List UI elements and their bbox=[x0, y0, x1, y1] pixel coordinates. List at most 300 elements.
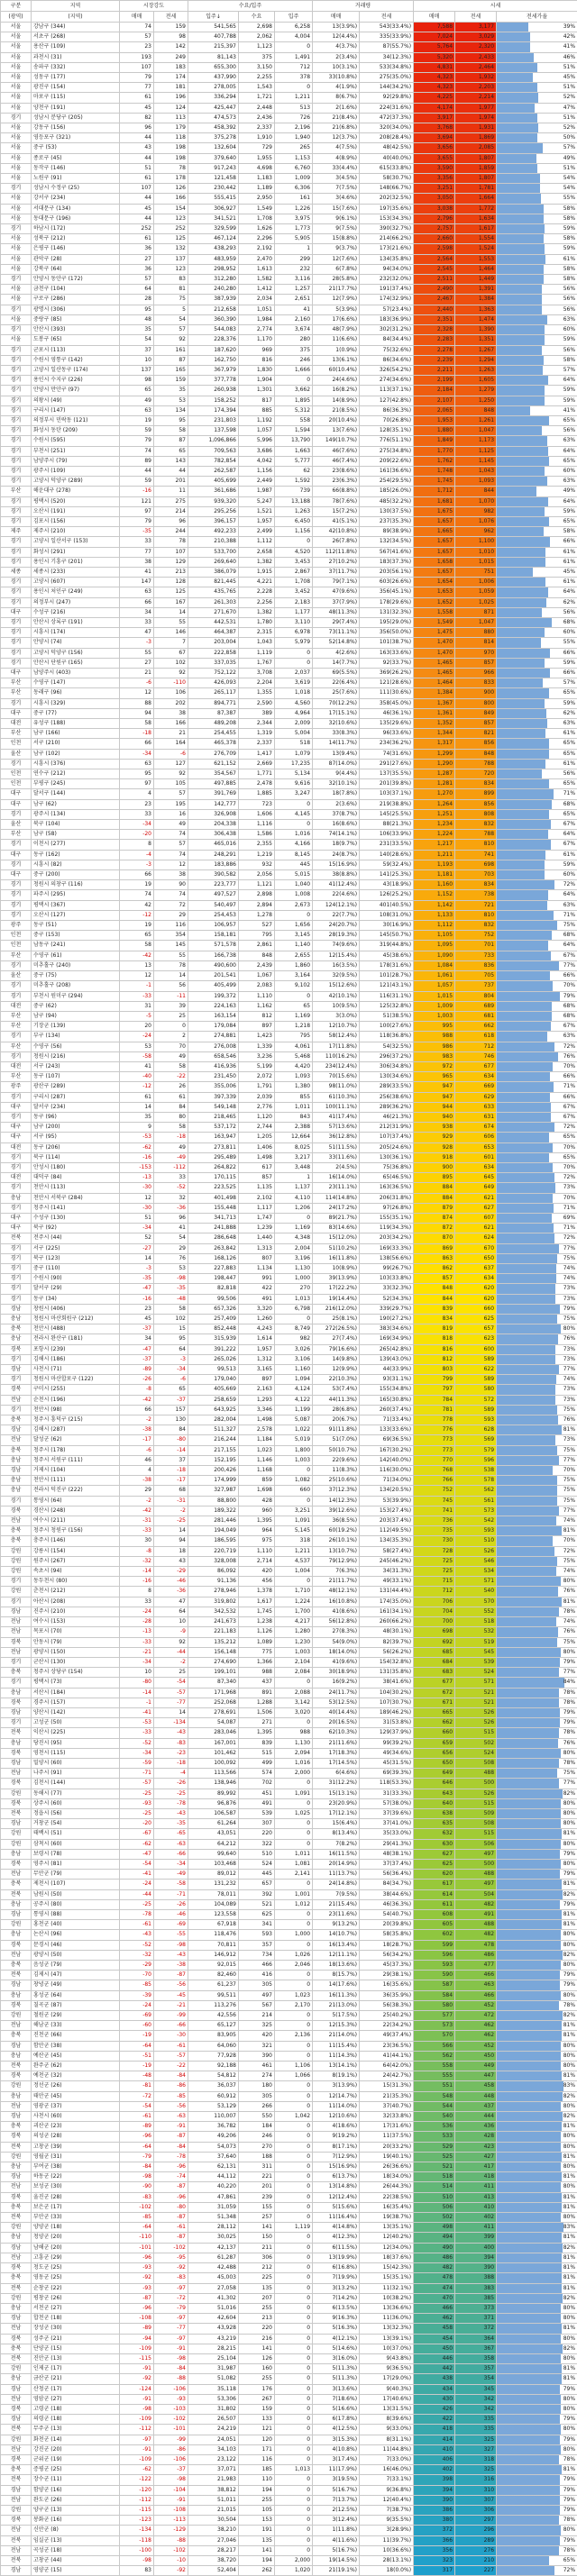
cell-strength-jeonse: -84 bbox=[154, 2071, 188, 2081]
cell-population: 28,112 bbox=[188, 2223, 239, 2233]
cell-strength-sale: -97 bbox=[120, 2435, 154, 2444]
cell-volume-jeonse: 265(42.8%) bbox=[360, 1344, 414, 1354]
cell-region: 강동구 (156) bbox=[32, 123, 120, 133]
cell-price-jeonse: 623 bbox=[455, 1334, 497, 1344]
cell-price-jeonse: 681 bbox=[455, 1011, 497, 1021]
cell-strength-sale: 55 bbox=[120, 648, 154, 658]
jeonse-ratio-value: 56% bbox=[497, 769, 577, 778]
cell-volume-jeonse: 203(34.2%) bbox=[360, 1233, 414, 1243]
cell-price-sale: 462 bbox=[414, 2314, 455, 2324]
cell-wide-region: 충북 bbox=[1, 1526, 32, 1536]
cell-demand: 1,355 bbox=[239, 688, 275, 698]
cell-population: 89,012 bbox=[188, 1870, 239, 1880]
cell-demand: 2,102 bbox=[239, 1193, 275, 1203]
cell-volume-sale: 16(9.2%) bbox=[313, 1678, 360, 1688]
table-row bbox=[1, 62, 577, 72]
cell-volume-sale: 74(9.6%) bbox=[313, 941, 360, 951]
jeonse-ratio-value: 56% bbox=[497, 285, 577, 294]
cell-jeonse-ratio bbox=[497, 466, 577, 476]
cell-supply: 1 bbox=[275, 244, 313, 254]
cell-region: 관악구 (28) bbox=[32, 254, 120, 264]
cell-price-jeonse: 701 bbox=[455, 941, 497, 951]
cell-region: 강서구 (234) bbox=[32, 194, 120, 204]
cell-volume-jeonse: 134(35.3%) bbox=[360, 1536, 414, 1546]
cell-volume-sale: 17(22.2%) bbox=[313, 1284, 360, 1294]
jeonse-ratio-value: 73% bbox=[497, 1295, 577, 1304]
cell-jeonse-ratio bbox=[497, 1769, 577, 1779]
cell-supply: 0 bbox=[275, 2374, 313, 2384]
cell-jeonse-ratio bbox=[497, 1284, 577, 1294]
cell-jeonse-ratio bbox=[497, 305, 577, 314]
cell-wide-region: 경기 bbox=[1, 981, 32, 991]
cell-volume-sale: 13(9.4%) bbox=[313, 749, 360, 759]
cell-population: 262,587 bbox=[188, 466, 239, 476]
cell-price-sale: 1,344 bbox=[414, 729, 455, 739]
cell-strength-sale: -84 bbox=[120, 2162, 154, 2172]
cell-region: 북구 (123) bbox=[32, 1253, 120, 1263]
cell-supply: 1,708 bbox=[275, 578, 313, 587]
table-row bbox=[1, 1466, 577, 1476]
cell-strength-jeonse: -66 bbox=[154, 1849, 188, 1859]
cell-volume-sale: 4(11.6%) bbox=[313, 2535, 360, 2545]
cell-strength-sale: -64 bbox=[120, 2223, 154, 2233]
cell-price-sale: 498 bbox=[414, 2223, 455, 2233]
cell-population: 88,800 bbox=[188, 1496, 239, 1506]
cell-volume-sale: 79(16.6%) bbox=[313, 1344, 360, 1354]
cell-region: 강릉시 (154) bbox=[32, 1546, 120, 1556]
cell-price-jeonse: 452 bbox=[455, 2041, 497, 2051]
cell-price-sale: 394 bbox=[414, 2485, 455, 2495]
cell-volume-jeonse: 49(33.1%) bbox=[360, 1577, 414, 1587]
cell-volume-sale: 41(9.6%) bbox=[313, 1657, 360, 1667]
cell-demand: 105 bbox=[239, 2505, 275, 2515]
cell-strength-jeonse: 178 bbox=[154, 174, 188, 184]
cell-supply: 0 bbox=[275, 2364, 313, 2374]
cell-price-jeonse: 1,449 bbox=[455, 275, 497, 285]
cell-demand: 194 bbox=[239, 2485, 275, 2495]
cell-supply: 1,940 bbox=[275, 133, 313, 143]
cell-supply: 0 bbox=[275, 2101, 313, 2111]
cell-supply: 0 bbox=[275, 1909, 313, 1919]
cell-strength-jeonse: 146 bbox=[154, 628, 188, 638]
cell-strength-sale: -41 bbox=[120, 1870, 154, 1880]
cell-jeonse-ratio bbox=[497, 1758, 577, 1768]
cell-region: 오산시 (191) bbox=[32, 506, 120, 516]
jeonse-ratio-value: 70% bbox=[497, 1062, 577, 1071]
cell-volume-sale: 112(11.8%) bbox=[313, 547, 360, 557]
cell-strength-sale: 33 bbox=[120, 1597, 154, 1607]
table-row bbox=[1, 365, 577, 375]
cell-demand: 1,134 bbox=[239, 1263, 275, 1273]
cell-wide-region: 경기 bbox=[1, 1243, 32, 1253]
cell-wide-region: 경북 bbox=[1, 2071, 32, 2081]
cell-demand: 1,915 bbox=[239, 567, 275, 577]
cell-volume-jeonse: 16(35.4%) bbox=[360, 2202, 414, 2212]
cell-strength-jeonse: 14 bbox=[154, 607, 188, 617]
cell-volume-jeonse: 20(39.8%) bbox=[360, 1920, 414, 1930]
cell-region: 해남군 (33) bbox=[32, 2021, 120, 2031]
cell-population: 367,979 bbox=[188, 365, 239, 375]
jeonse-ratio-value: 72% bbox=[497, 2566, 577, 2575]
cell-volume-jeonse: 12(40.2%) bbox=[360, 2233, 414, 2243]
cell-jeonse-ratio bbox=[497, 62, 577, 72]
cell-volume-jeonse: 533(34.8%) bbox=[360, 62, 414, 72]
cell-region: 통영시 (88) bbox=[32, 1909, 120, 1919]
cell-jeonse-ratio bbox=[497, 446, 577, 456]
table-row bbox=[1, 73, 577, 83]
cell-jeonse-ratio bbox=[497, 1657, 577, 1667]
cell-volume-jeonse: 214(66.2%) bbox=[360, 234, 414, 244]
cell-region: 경주시 (157) bbox=[32, 1698, 120, 1707]
cell-volume-jeonse: 13(35.1%) bbox=[360, 2223, 414, 2233]
cell-demand: 1,955 bbox=[239, 153, 275, 163]
cell-volume-jeonse: 86(34.6%) bbox=[360, 355, 414, 365]
cell-volume-sale: 21(8.4%) bbox=[313, 113, 360, 123]
cell-wide-region: 경북 bbox=[1, 2132, 32, 2142]
jeonse-ratio-value: 51% bbox=[497, 164, 577, 173]
header-wide-region: (광역) bbox=[1, 12, 32, 23]
cell-population: 138,946 bbox=[188, 1779, 239, 1789]
table-row bbox=[1, 2314, 577, 2324]
cell-strength-sale: 45 bbox=[120, 204, 154, 214]
cell-jeonse-ratio bbox=[497, 628, 577, 638]
cell-price-sale: 458 bbox=[414, 2324, 455, 2334]
cell-volume-sale: 12(12.4%) bbox=[313, 2192, 360, 2202]
cell-strength-jeonse: -58 bbox=[154, 1880, 188, 1889]
cell-price-sale: 725 bbox=[414, 1556, 455, 1566]
cell-volume-jeonse: 169(33.3%) bbox=[360, 1243, 414, 1253]
cell-volume-jeonse: 31(33.3%) bbox=[360, 1789, 414, 1798]
cell-strength-sale: -57 bbox=[120, 1779, 154, 1789]
cell-price-jeonse: 449 bbox=[455, 2062, 497, 2071]
cell-strength-jeonse: 29 bbox=[154, 1243, 188, 1253]
cell-demand: 422 bbox=[239, 1284, 275, 1294]
cell-volume-jeonse: 26(36.6%) bbox=[360, 2162, 414, 2172]
cell-price-jeonse: 3,029 bbox=[455, 32, 497, 42]
header-population: 입주↓ bbox=[188, 12, 239, 23]
cell-price-sale: 2,598 bbox=[414, 244, 455, 254]
cell-price-jeonse: 325 bbox=[455, 2465, 497, 2475]
table-row bbox=[1, 1032, 577, 1042]
cell-region: 중구 (200) bbox=[32, 870, 120, 880]
table-row bbox=[1, 2505, 577, 2515]
cell-strength-jeonse: -46 bbox=[154, 1909, 188, 1919]
cell-strength-sale: 37 bbox=[120, 345, 154, 355]
cell-price-sale: 872 bbox=[414, 1224, 455, 1233]
cell-jeonse-ratio bbox=[497, 1839, 577, 1849]
cell-supply: 5,087 bbox=[275, 1415, 313, 1425]
cell-supply: 1,177 bbox=[275, 607, 313, 617]
cell-price-sale: 947 bbox=[414, 1082, 455, 1092]
cell-demand: 389 bbox=[239, 708, 275, 718]
cell-supply: 2,046 bbox=[275, 1961, 313, 1971]
cell-jeonse-ratio bbox=[497, 1042, 577, 1051]
cell-price-jeonse: 463 bbox=[455, 1980, 497, 1990]
cell-price-sale: 3,251 bbox=[414, 184, 455, 194]
cell-supply: 0 bbox=[275, 2142, 313, 2152]
cell-wide-region: 서울 bbox=[1, 103, 32, 113]
cell-price-sale: 803 bbox=[414, 1365, 455, 1375]
cell-strength-sale: 147 bbox=[120, 578, 154, 587]
cell-price-sale: 4,323 bbox=[414, 73, 455, 83]
cell-population: 96,876 bbox=[188, 1798, 239, 1808]
cell-supply: 0 bbox=[275, 1577, 313, 1587]
cell-strength-sale: 66 bbox=[120, 739, 154, 749]
cell-volume-jeonse: 9(33.0%) bbox=[360, 2425, 414, 2435]
cell-jeonse-ratio bbox=[497, 759, 577, 769]
cell-price-jeonse: 1,384 bbox=[455, 295, 497, 305]
cell-region: 동두천시 (80) bbox=[32, 1577, 120, 1587]
cell-volume-sale: 46(7.4%) bbox=[313, 456, 360, 466]
cell-price-jeonse: 2,203 bbox=[455, 83, 497, 93]
cell-region: 청원시 (216) bbox=[32, 1051, 120, 1061]
cell-region: 정선군 (26) bbox=[32, 2081, 120, 2091]
cell-strength-jeonse: -85 bbox=[154, 2091, 188, 2101]
cell-demand: 2,449 bbox=[239, 477, 275, 487]
cell-price-sale: 704 bbox=[414, 1607, 455, 1616]
cell-strength-sale: -71 bbox=[120, 1769, 154, 1779]
cell-wide-region: 강원 bbox=[1, 1587, 32, 1597]
cell-price-sale: 635 bbox=[414, 1819, 455, 1829]
cell-price-sale: 728 bbox=[414, 1546, 455, 1556]
cell-supply: 299 bbox=[275, 254, 313, 264]
cell-volume-sale: 70(15.6%) bbox=[313, 1072, 360, 1082]
cell-wide-region: 경기 bbox=[1, 890, 32, 900]
cell-region: 삼척시 (60) bbox=[32, 1839, 120, 1849]
cell-population: 31,987 bbox=[188, 2364, 239, 2374]
cell-region: 무주군 (13) bbox=[32, 2425, 120, 2435]
cell-demand: 1,184 bbox=[239, 1435, 275, 1445]
cell-population: 142,777 bbox=[188, 799, 239, 809]
cell-strength-sale: -37 bbox=[120, 1324, 154, 1334]
cell-price-jeonse: 2,085 bbox=[455, 143, 497, 153]
table-row bbox=[1, 1102, 577, 1112]
cell-wide-region: 전남 bbox=[1, 2495, 32, 2505]
jeonse-ratio-value: 60% bbox=[497, 325, 577, 334]
cell-region: 봉화군 (16) bbox=[32, 2516, 120, 2526]
cell-strength-jeonse: -92 bbox=[154, 2263, 188, 2273]
cell-region: 창녕군 (49) bbox=[32, 1980, 120, 1990]
jeonse-ratio-value: 79% bbox=[497, 1718, 577, 1727]
jeonse-ratio-value: 61% bbox=[497, 578, 577, 587]
cell-price-jeonse: 593 bbox=[455, 1415, 497, 1425]
cell-volume-jeonse: 64(42.0%) bbox=[360, 2062, 414, 2071]
cell-population: 216,244 bbox=[188, 1435, 239, 1445]
cell-demand: 133 bbox=[239, 2415, 275, 2425]
cell-wide-region: 대전 bbox=[1, 1001, 32, 1011]
cell-price-jeonse: 318 bbox=[455, 2454, 497, 2464]
table-row bbox=[1, 1133, 577, 1142]
cell-price-jeonse: 488 bbox=[455, 1769, 497, 1779]
jeonse-ratio-value: 80% bbox=[497, 1930, 577, 1939]
jeonse-ratio-value: 80% bbox=[497, 1840, 577, 1849]
cell-population: 327,987 bbox=[188, 1486, 239, 1496]
cell-volume-jeonse: 86(36.3%) bbox=[360, 405, 414, 415]
jeonse-ratio-value: 79% bbox=[497, 1980, 577, 1989]
cell-volume-jeonse: 22(34.2%) bbox=[360, 2021, 414, 2031]
jeonse-ratio-value: 61% bbox=[497, 851, 577, 860]
cell-volume-sale: 21(11.6%) bbox=[313, 1738, 360, 1748]
cell-region: 증평군 (25) bbox=[32, 2465, 120, 2475]
jeonse-ratio-value: 66% bbox=[497, 649, 577, 658]
cell-region: 영등포구 (321) bbox=[32, 133, 120, 143]
cell-strength-jeonse: 55 bbox=[154, 951, 188, 960]
cell-supply: 0 bbox=[275, 2444, 313, 2454]
cell-demand: 2,714 bbox=[239, 1556, 275, 1566]
cell-region: 익산시 (225) bbox=[32, 1728, 120, 1738]
cell-price-jeonse: 1,974 bbox=[455, 113, 497, 123]
cell-volume-sale: 21(11.7%) bbox=[313, 1577, 360, 1587]
cell-volume-sale: 33(4.4%) bbox=[313, 163, 360, 173]
table-row bbox=[1, 719, 577, 729]
cell-volume-jeonse: 17(31.6%) bbox=[360, 2122, 414, 2132]
cell-demand: 1,406 bbox=[239, 1142, 275, 1152]
cell-price-sale: 573 bbox=[414, 2021, 455, 2031]
cell-population: 254,453 bbox=[188, 910, 239, 920]
cell-jeonse-ratio bbox=[497, 1637, 577, 1647]
cell-price-sale: 1,657 bbox=[414, 567, 455, 577]
cell-volume-sale: 74(14.1%) bbox=[313, 830, 360, 840]
cell-demand: 1,057 bbox=[239, 426, 275, 436]
cell-price-sale: 627 bbox=[414, 1849, 455, 1859]
cell-supply: 6,760 bbox=[275, 163, 313, 173]
cell-price-sale: 778 bbox=[414, 1415, 455, 1425]
table-row bbox=[1, 1769, 577, 1779]
cell-region: 금산군 (21) bbox=[32, 2374, 120, 2384]
cell-demand: 2,337 bbox=[239, 123, 275, 133]
cell-price-jeonse: 448 bbox=[455, 2091, 497, 2101]
cell-population: 100,092 bbox=[188, 1758, 239, 1768]
table-row bbox=[1, 2000, 577, 2010]
cell-price-jeonse: 1,554 bbox=[455, 234, 497, 244]
cell-volume-jeonse: 131(32.3%) bbox=[360, 607, 414, 617]
table-row bbox=[1, 496, 577, 506]
cell-supply: 1,022 bbox=[275, 1425, 313, 1435]
cell-demand: 816 bbox=[239, 355, 275, 365]
cell-strength-sale: 23 bbox=[120, 799, 154, 809]
cell-price-jeonse: 210 bbox=[455, 2555, 497, 2565]
cell-strength-jeonse: -96 bbox=[154, 2162, 188, 2172]
cell-volume-sale: 51(7.0%) bbox=[313, 1435, 360, 1445]
jeonse-ratio-value: 81% bbox=[497, 1880, 577, 1889]
cell-population: 183,886 bbox=[188, 860, 239, 869]
cell-jeonse-ratio bbox=[497, 487, 577, 496]
cell-region: 서대문구 (134) bbox=[32, 204, 120, 214]
cell-population: 163,947 bbox=[188, 1133, 239, 1142]
cell-strength-sale: 33 bbox=[120, 537, 154, 547]
cell-strength-jeonse: 74 bbox=[154, 890, 188, 900]
jeonse-ratio-value: 79% bbox=[497, 1900, 577, 1909]
cell-price-sale: 700 bbox=[414, 1617, 455, 1627]
cell-strength-sale: -69 bbox=[120, 2011, 154, 2021]
cell-jeonse-ratio bbox=[497, 1516, 577, 1526]
cell-strength-jeonse: -34 bbox=[154, 1859, 188, 1869]
cell-demand: 1,440 bbox=[239, 1233, 275, 1243]
cell-volume-sale: 12(3.7%) bbox=[313, 133, 360, 143]
cell-jeonse-ratio bbox=[497, 708, 577, 718]
cell-volume-jeonse: 189(46.2%) bbox=[360, 1707, 414, 1717]
cell-strength-jeonse: 78 bbox=[154, 960, 188, 970]
cell-supply: 4,420 bbox=[275, 1061, 313, 1071]
jeonse-ratio-value: 70% bbox=[497, 1143, 577, 1152]
cell-demand: 964 bbox=[239, 1526, 275, 1536]
cell-supply: 3,448 bbox=[275, 1162, 313, 1172]
cell-volume-sale: 37(11.7%) bbox=[313, 567, 360, 577]
jeonse-ratio-value: 61% bbox=[497, 760, 577, 769]
jeonse-ratio-value: 68% bbox=[497, 800, 577, 809]
cell-strength-jeonse: -77 bbox=[154, 1698, 188, 1707]
cell-price-jeonse: 526 bbox=[455, 1718, 497, 1728]
cell-strength-jeonse: -18 bbox=[154, 1466, 188, 1476]
cell-strength-jeonse: 202 bbox=[154, 698, 188, 708]
cell-price-sale: 2,107 bbox=[414, 396, 455, 405]
cell-volume-jeonse: 206(31.8%) bbox=[360, 1193, 414, 1203]
cell-strength-jeonse: 161 bbox=[154, 345, 188, 355]
cell-region: 목포시 (70) bbox=[32, 1627, 120, 1637]
cell-population: 49,206 bbox=[188, 2132, 239, 2142]
jeonse-ratio-value: 83% bbox=[497, 2081, 577, 2090]
cell-population: 30,025 bbox=[188, 2233, 239, 2243]
cell-jeonse-ratio bbox=[497, 1365, 577, 1375]
cell-strength-jeonse: -37 bbox=[154, 1395, 188, 1405]
cell-supply: 0 bbox=[275, 1971, 313, 1980]
cell-price-jeonse: 358 bbox=[455, 2353, 497, 2363]
cell-strength-sale: -109 bbox=[120, 2415, 154, 2425]
cell-strength-sale: -42 bbox=[120, 1506, 154, 1516]
cell-volume-jeonse: 161(34.1%) bbox=[360, 1607, 414, 1616]
cell-population: 27,046 bbox=[188, 2535, 239, 2545]
cell-price-jeonse: 1,664 bbox=[455, 194, 497, 204]
cell-strength-jeonse: -66 bbox=[154, 2021, 188, 2031]
cell-wide-region: 서울 bbox=[1, 32, 32, 42]
table-row bbox=[1, 2142, 577, 2152]
cell-price-jeonse: 1,474 bbox=[455, 314, 497, 324]
cell-jeonse-ratio bbox=[497, 2364, 577, 2374]
cell-demand: 1,382 bbox=[239, 607, 275, 617]
table-row bbox=[1, 355, 577, 365]
cell-wide-region: 강원 bbox=[1, 2364, 32, 2374]
cell-demand: 3,320 bbox=[239, 1304, 275, 1314]
cell-demand: 1,957 bbox=[239, 1344, 275, 1354]
cell-supply: 2,196 bbox=[275, 123, 313, 133]
cell-strength-sale: -25 bbox=[120, 1789, 154, 1798]
cell-strength-sale: -13 bbox=[120, 1627, 154, 1637]
cell-demand: 1,791 bbox=[239, 1082, 275, 1092]
cell-supply: 1,119 bbox=[275, 2223, 313, 2233]
cell-supply: 5,134 bbox=[275, 769, 313, 779]
cell-price-jeonse: 447 bbox=[455, 2071, 497, 2081]
cell-price-sale: 770 bbox=[414, 1455, 455, 1465]
cell-demand: 988 bbox=[239, 1668, 275, 1678]
cell-price-jeonse: 1,070 bbox=[455, 496, 497, 506]
cell-demand: 184 bbox=[239, 2122, 275, 2132]
cell-strength-sale: 19 bbox=[120, 921, 154, 931]
cell-strength-jeonse: -98 bbox=[154, 2475, 188, 2485]
cell-population: 54,812 bbox=[188, 2071, 239, 2081]
cell-strength-jeonse: 164 bbox=[154, 739, 188, 749]
table-row bbox=[1, 2516, 577, 2526]
table-row bbox=[1, 991, 577, 1001]
cell-price-sale: 590 bbox=[414, 1971, 455, 1980]
cell-price-sale: 3,038 bbox=[414, 204, 455, 214]
table-row bbox=[1, 1668, 577, 1678]
cell-supply: 1,130 bbox=[275, 1263, 313, 1273]
cell-strength-jeonse: -2 bbox=[154, 1657, 188, 1667]
cell-wide-region: 충남 bbox=[1, 1455, 32, 1465]
jeonse-ratio-value: 61% bbox=[497, 558, 577, 567]
table-row bbox=[1, 2101, 577, 2111]
cell-wide-region: 울산 bbox=[1, 971, 32, 981]
